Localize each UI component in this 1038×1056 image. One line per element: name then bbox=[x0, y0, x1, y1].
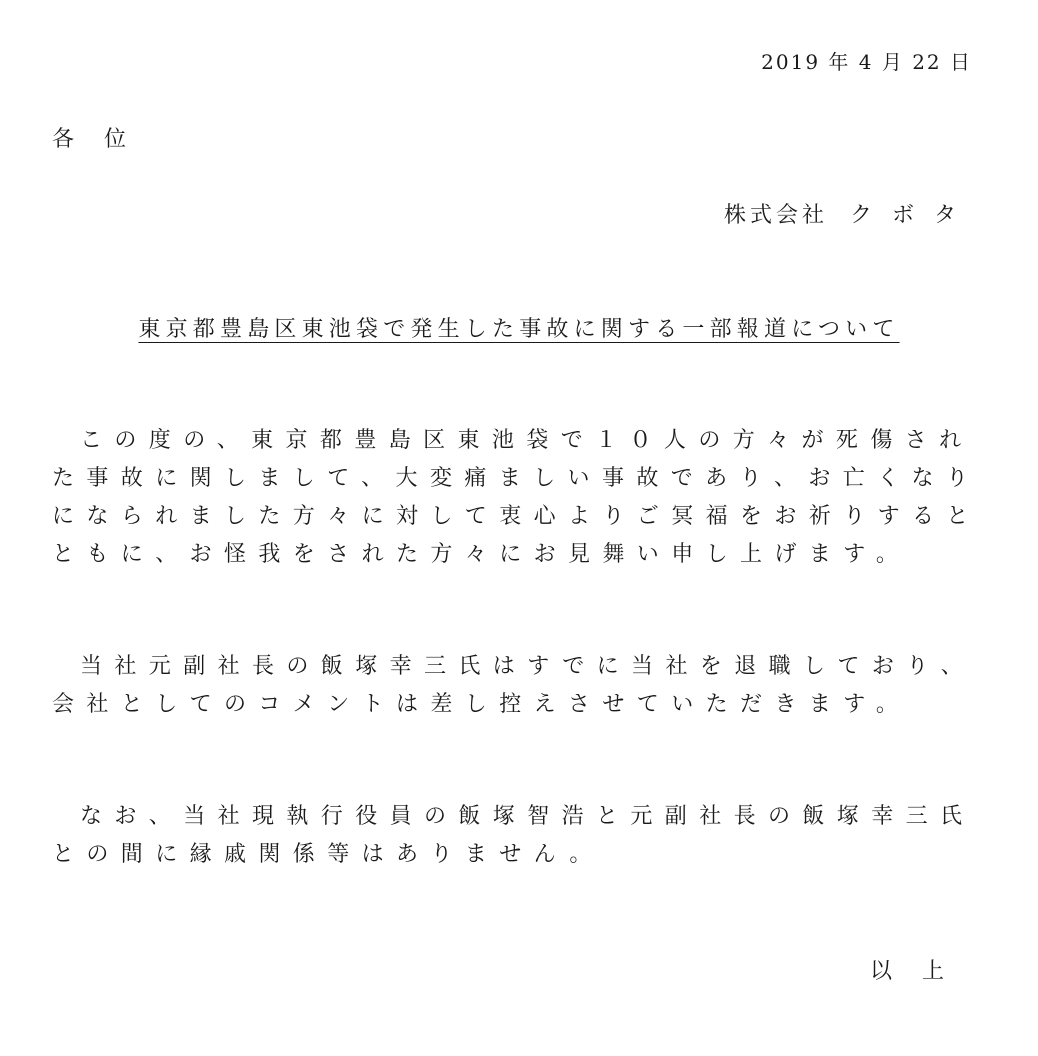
closing-mark: 以上 bbox=[869, 959, 974, 984]
addressee: 各位 bbox=[52, 127, 157, 152]
company-name: クボタ bbox=[849, 203, 976, 228]
paragraph-text: なお、当社現執行役員の飯塚智浩と元副社長の飯塚幸三氏との間に縁戚関係等はありません。 bbox=[52, 804, 975, 867]
paragraph-no-comment bbox=[52, 648, 982, 724]
paragraph-text: この度の、東京都豊島区東池袋で１０人の方々が死傷された事故に関しまして、大変痛ましい事故であり、お亡くなりになられました方々に対して衷心よりご冥福をお祈りするとともに、お怪我をされた方々にお見舞い申し上げます。 bbox=[52, 428, 981, 567]
document-title bbox=[0, 312, 1038, 343]
company-signature bbox=[724, 198, 976, 229]
paragraph-text: 当社元副社長の飯塚幸三氏はすでに当社を退職しており、会社としてのコメントは差し控えさせていただきます。 bbox=[52, 654, 976, 717]
paragraph-condolence bbox=[52, 422, 982, 574]
company-prefix: 株式会社 bbox=[723, 203, 828, 228]
document-date: 2019 年 4 月 22 日 bbox=[761, 50, 972, 74]
paragraph-no-relation bbox=[52, 798, 982, 874]
document-title-text: 東京都豊島区東池袋で発生した事故に関する一部報道について bbox=[138, 317, 900, 342]
